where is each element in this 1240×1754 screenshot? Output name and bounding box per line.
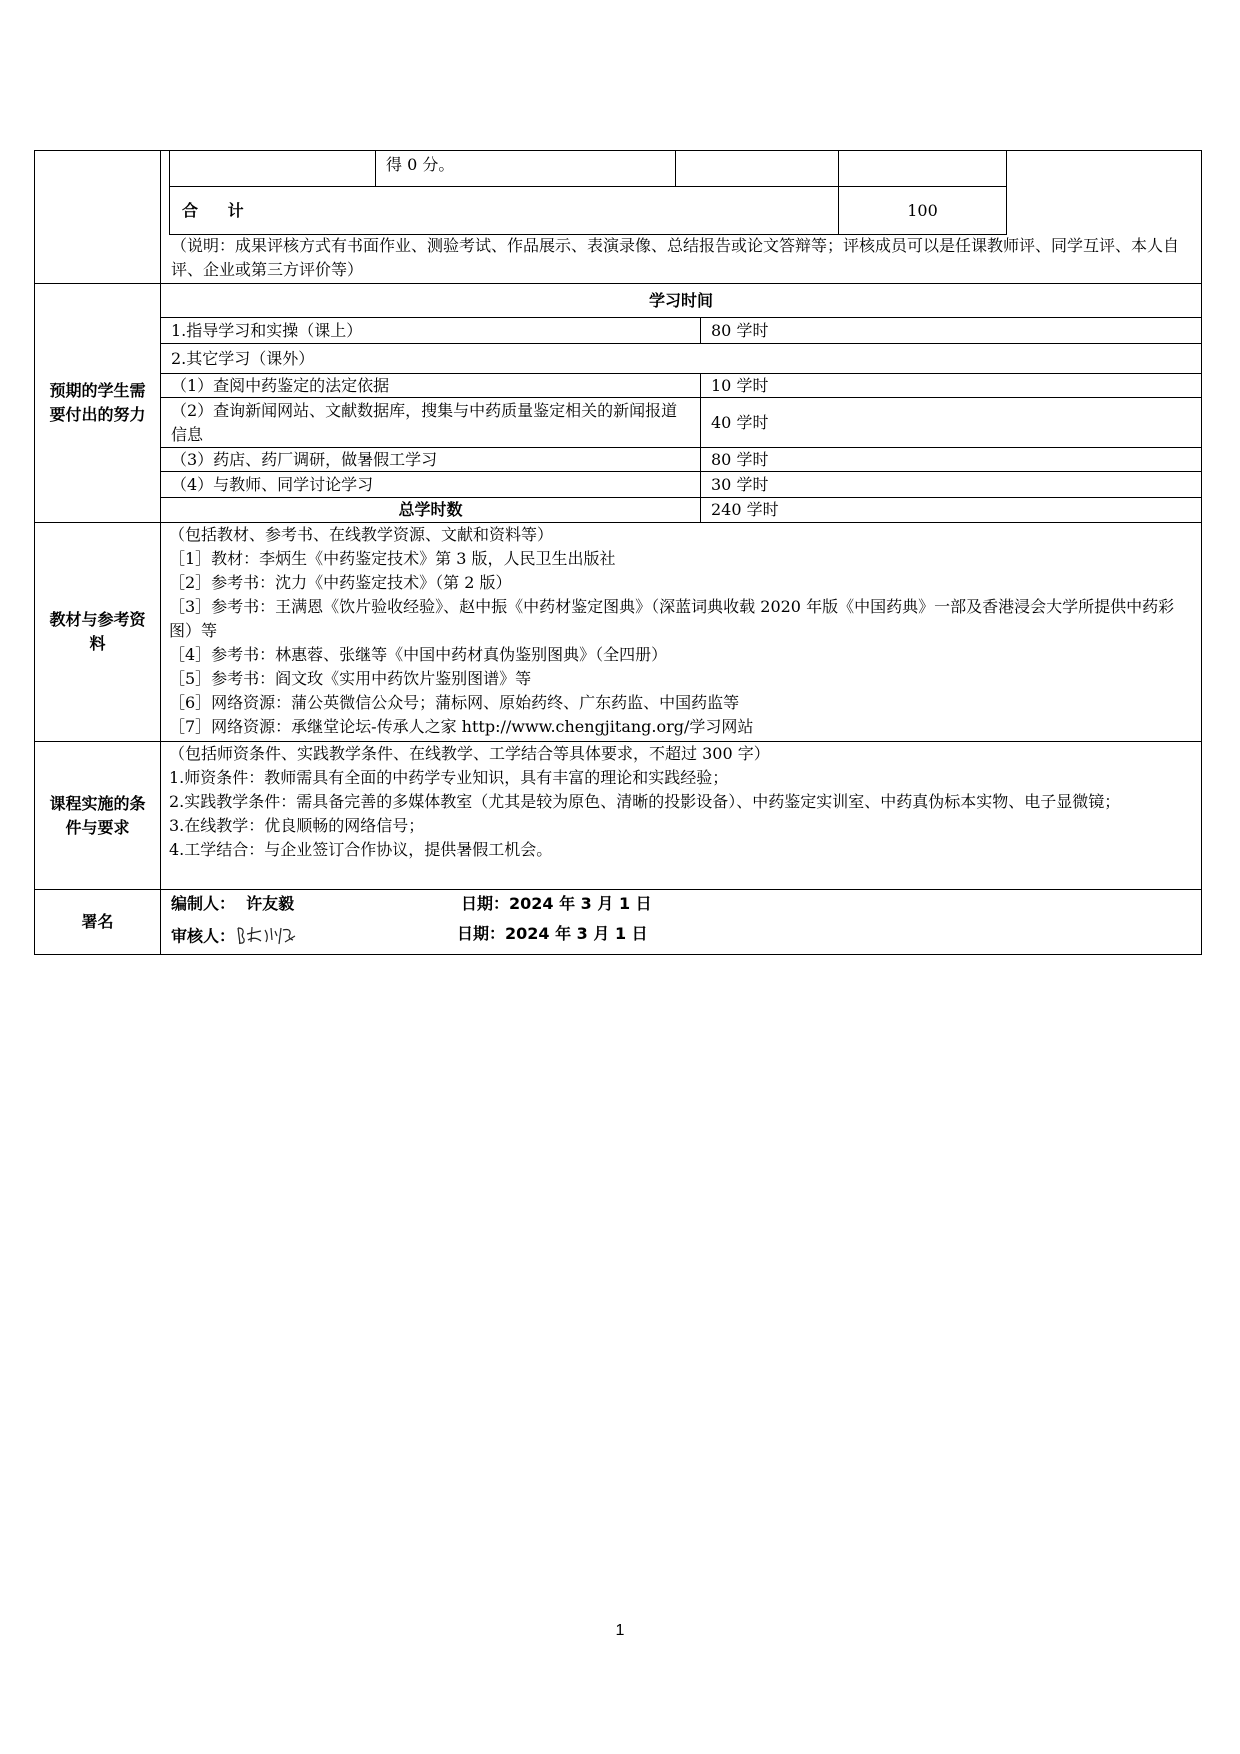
study-hours: 80 学时 bbox=[701, 448, 1201, 472]
effort-section bbox=[35, 284, 1201, 523]
materials-line: ［4］参考书：林惠蓉、张继等《中国中药材真伪鉴别图典》（全四册） bbox=[169, 645, 668, 664]
signature-label: 署名 bbox=[35, 890, 161, 954]
assessment-total-row bbox=[170, 187, 1006, 234]
materials-line: （包括教材、参考书、在线教学资源、文献和资料等） bbox=[169, 525, 554, 544]
effort-label bbox=[35, 284, 161, 522]
conditions-line: 2.实践教学条件：需具备完善的多媒体教室（尤其是较为原色、清晰的投影设备）、中药鉴定实训室、中药真伪标本实物、电子显微镜； bbox=[169, 792, 1121, 811]
materials-line: ［3］参考书：王满恩《饮片验收经验》、赵中振《中药材鉴定图典》（深蓝词典收载 2020 年版《中国药典》一部及香港浸会大学所提供中药彩图）等 bbox=[169, 597, 1175, 640]
study-item: （1）查阅中药鉴定的法定依据 bbox=[161, 374, 701, 398]
study-item: （3）药店、药厂调研，做暑假工学习 bbox=[161, 448, 701, 472]
assessment-cell bbox=[839, 151, 1006, 186]
study-hours: 40 学时 bbox=[701, 398, 1201, 448]
assessment-section bbox=[35, 151, 1201, 284]
conditions-list bbox=[161, 742, 1201, 889]
study-total-hours: 240 学时 bbox=[711, 500, 779, 519]
assessment-total-label: 合 计 bbox=[170, 187, 839, 234]
assessment-cell: 得 0 分。 bbox=[376, 151, 676, 186]
conditions-line: 3.在线教学：优良顺畅的网络信号； bbox=[169, 816, 425, 835]
editor-line bbox=[161, 892, 1201, 916]
materials-label bbox=[35, 523, 161, 741]
study-item: （2）查询新闻网站、文献数据库，搜集与中药质量鉴定相关的新闻报道信息 bbox=[161, 398, 701, 448]
study-item: 2.其它学习（课外） bbox=[161, 344, 1201, 374]
assessment-inner-table bbox=[169, 151, 1007, 235]
study-hours: 10 学时 bbox=[701, 374, 1201, 398]
page-number: 1 bbox=[615, 1622, 625, 1639]
study-total-label: 总学时数 bbox=[161, 498, 701, 522]
reviewer-label: 审核人： bbox=[171, 926, 236, 946]
study-time-header: 学习时间 bbox=[161, 284, 1201, 318]
conditions-label-text: 课程实施的条件与要求 bbox=[49, 793, 146, 837]
study-hours: 80 学时 bbox=[701, 318, 1201, 344]
reviewer-date: 日期：2024 年 3 月 1 日 bbox=[457, 924, 648, 943]
materials-line: ［2］参考书：沈力《中药鉴定技术》（第 2 版） bbox=[169, 573, 512, 592]
editor-date: 日期：2024 年 3 月 1 日 bbox=[461, 894, 652, 913]
conditions-line: 4.工学结合：与企业签订合作协议，提供暑假工机会。 bbox=[169, 840, 553, 859]
course-table bbox=[34, 150, 1202, 955]
materials-section bbox=[35, 523, 1201, 742]
conditions-line: 1.师资条件：教师需具有全面的中药学专业知识，具有丰富的理论和实践经验； bbox=[169, 768, 729, 787]
conditions-label bbox=[35, 742, 161, 889]
study-item: 1.指导学习和实操（课上） bbox=[161, 318, 701, 344]
assessment-row bbox=[170, 151, 1006, 187]
materials-label-text: 教材与参考资料 bbox=[49, 610, 146, 653]
study-time-table bbox=[161, 284, 1201, 522]
assessment-total-value: 100 bbox=[907, 200, 938, 220]
conditions-line: （包括师资条件、实践教学条件、在线教学、工学结合等具体要求，不超过 300 字） bbox=[169, 744, 770, 763]
assessment-cell bbox=[170, 151, 376, 186]
study-item: （4）与教师、同学讨论学习 bbox=[161, 472, 701, 498]
conditions-section bbox=[35, 742, 1201, 890]
effort-label-text: 预期的学生需要付出的努力 bbox=[49, 381, 146, 424]
assessment-cell bbox=[676, 151, 839, 186]
materials-line: ［1］教材：李炳生《中药鉴定技术》第 3 版，人民卫生出版社 bbox=[169, 549, 616, 568]
materials-line: ［7］网络资源：承继堂论坛-传承人之家 http://www.chengjitang.org/学习网站 bbox=[169, 717, 754, 736]
materials-line: ［6］网络资源：蒲公英微信公众号；蒲标网、原始药终、广东药监、中国药监等 bbox=[169, 693, 740, 712]
signature-section bbox=[35, 890, 1201, 954]
editor-name: 许友毅 bbox=[246, 894, 295, 913]
materials-list bbox=[161, 523, 1201, 741]
materials-line: ［5］参考书：阎文玫《实用中药饮片鉴别图谱》等 bbox=[169, 669, 532, 688]
assessment-label bbox=[35, 151, 161, 283]
handwritten-signature bbox=[235, 922, 299, 952]
editor-label: 编制人： bbox=[171, 894, 236, 913]
study-hours: 30 学时 bbox=[701, 472, 1201, 498]
reviewer-line bbox=[161, 922, 1201, 952]
assessment-note: （说明：成果评核方式有书面作业、测验考试、作品展示、表演录像、总结报告或论文答辩等；评核成员可以是任课教师评、同学互评、本人自评、企业或第三方评价等） bbox=[171, 236, 1180, 279]
